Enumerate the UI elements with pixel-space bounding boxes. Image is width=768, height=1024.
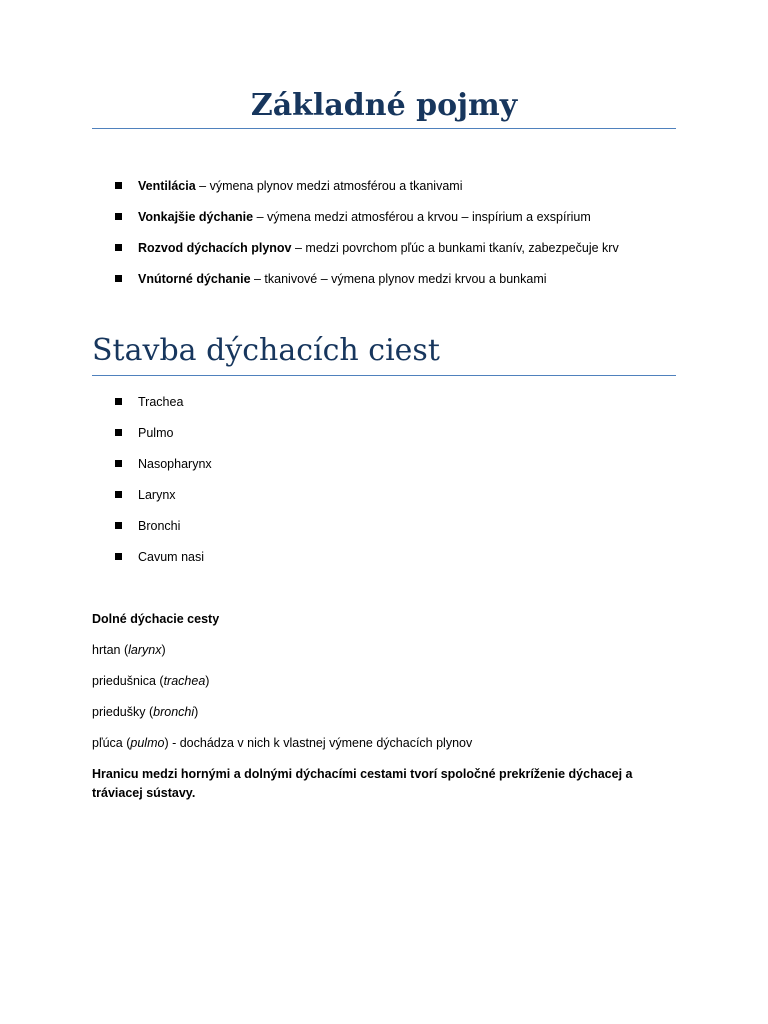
list-item (114, 270, 619, 301)
list-item-text: Nasopharynx (138, 457, 212, 471)
basic-terms-list (114, 177, 619, 301)
list-item (114, 486, 212, 517)
line-text: ) - dochádza v nich k vlastnej výmene dýchacích plynov (164, 736, 473, 750)
line-text: priedušnica ( (92, 674, 164, 688)
square-bullet-icon (115, 491, 122, 498)
square-bullet-icon (115, 244, 122, 251)
line-text: ) (205, 674, 210, 688)
square-bullet-icon (115, 522, 122, 529)
page-title: Základné pojmy (250, 88, 518, 123)
list-item-text: Cavum nasi (138, 550, 204, 564)
square-bullet-icon (115, 275, 122, 282)
term: Vnútorné dýchanie (138, 272, 251, 286)
list-item-text: Trachea (138, 395, 184, 409)
list-item (114, 177, 619, 208)
term: Rozvod dýchacích plynov (138, 241, 292, 255)
heading-underline (92, 375, 676, 376)
lower-airways-heading: Dolné dýchacie cesty (92, 612, 220, 626)
term: Ventilácia (138, 179, 196, 193)
term-description: – výmena medzi atmosférou a krvou – inspírium a exspírium (253, 210, 591, 224)
list-item (114, 517, 212, 548)
square-bullet-icon (115, 213, 122, 220)
list-item (114, 424, 212, 455)
airway-line (92, 672, 209, 690)
square-bullet-icon (115, 553, 122, 560)
list-item-text: Bronchi (138, 519, 181, 533)
list-item (114, 548, 212, 579)
list-item-text: Larynx (138, 488, 176, 502)
square-bullet-icon (115, 398, 122, 405)
term-description: – výmena plynov medzi atmosférou a tkanivami (195, 179, 463, 193)
list-item (114, 208, 619, 239)
airway-line (92, 703, 198, 721)
term-description: – tkanivové – výmena plynov medzi krvou a bunkami (250, 272, 547, 286)
list-item-text: Pulmo (138, 426, 174, 440)
term-description: – medzi povrchom pľúc a bunkami tkanív, zabezpečuje krv (291, 241, 619, 255)
list-item (114, 393, 212, 424)
list-item (114, 239, 619, 270)
line-text: priedušky ( (92, 705, 154, 719)
line-text: pľúca ( (92, 736, 131, 750)
line-text: hrtan ( (92, 643, 129, 657)
latin-term: trachea (163, 674, 206, 688)
list-item (114, 455, 212, 486)
square-bullet-icon (115, 182, 122, 189)
latin-term: pulmo (130, 736, 165, 750)
latin-term: larynx (128, 643, 162, 657)
line-text: ) (194, 705, 199, 719)
line-text: ) (161, 643, 166, 657)
square-bullet-icon (115, 429, 122, 436)
term: Vonkajšie dýchanie (138, 210, 254, 224)
latin-term: bronchi (153, 705, 195, 719)
title-underline (92, 128, 676, 129)
section-heading: Stavba dýchacích ciest (92, 333, 440, 368)
airway-line (92, 641, 166, 659)
square-bullet-icon (115, 460, 122, 467)
airway-line (92, 734, 472, 752)
airway-structure-list (114, 393, 212, 579)
conclusion-paragraph: Hranicu medzi hornými a dolnými dýchacími cestami tvorí spoločné prekríženie dýchacej a tráviacej sústavy. (92, 767, 633, 800)
